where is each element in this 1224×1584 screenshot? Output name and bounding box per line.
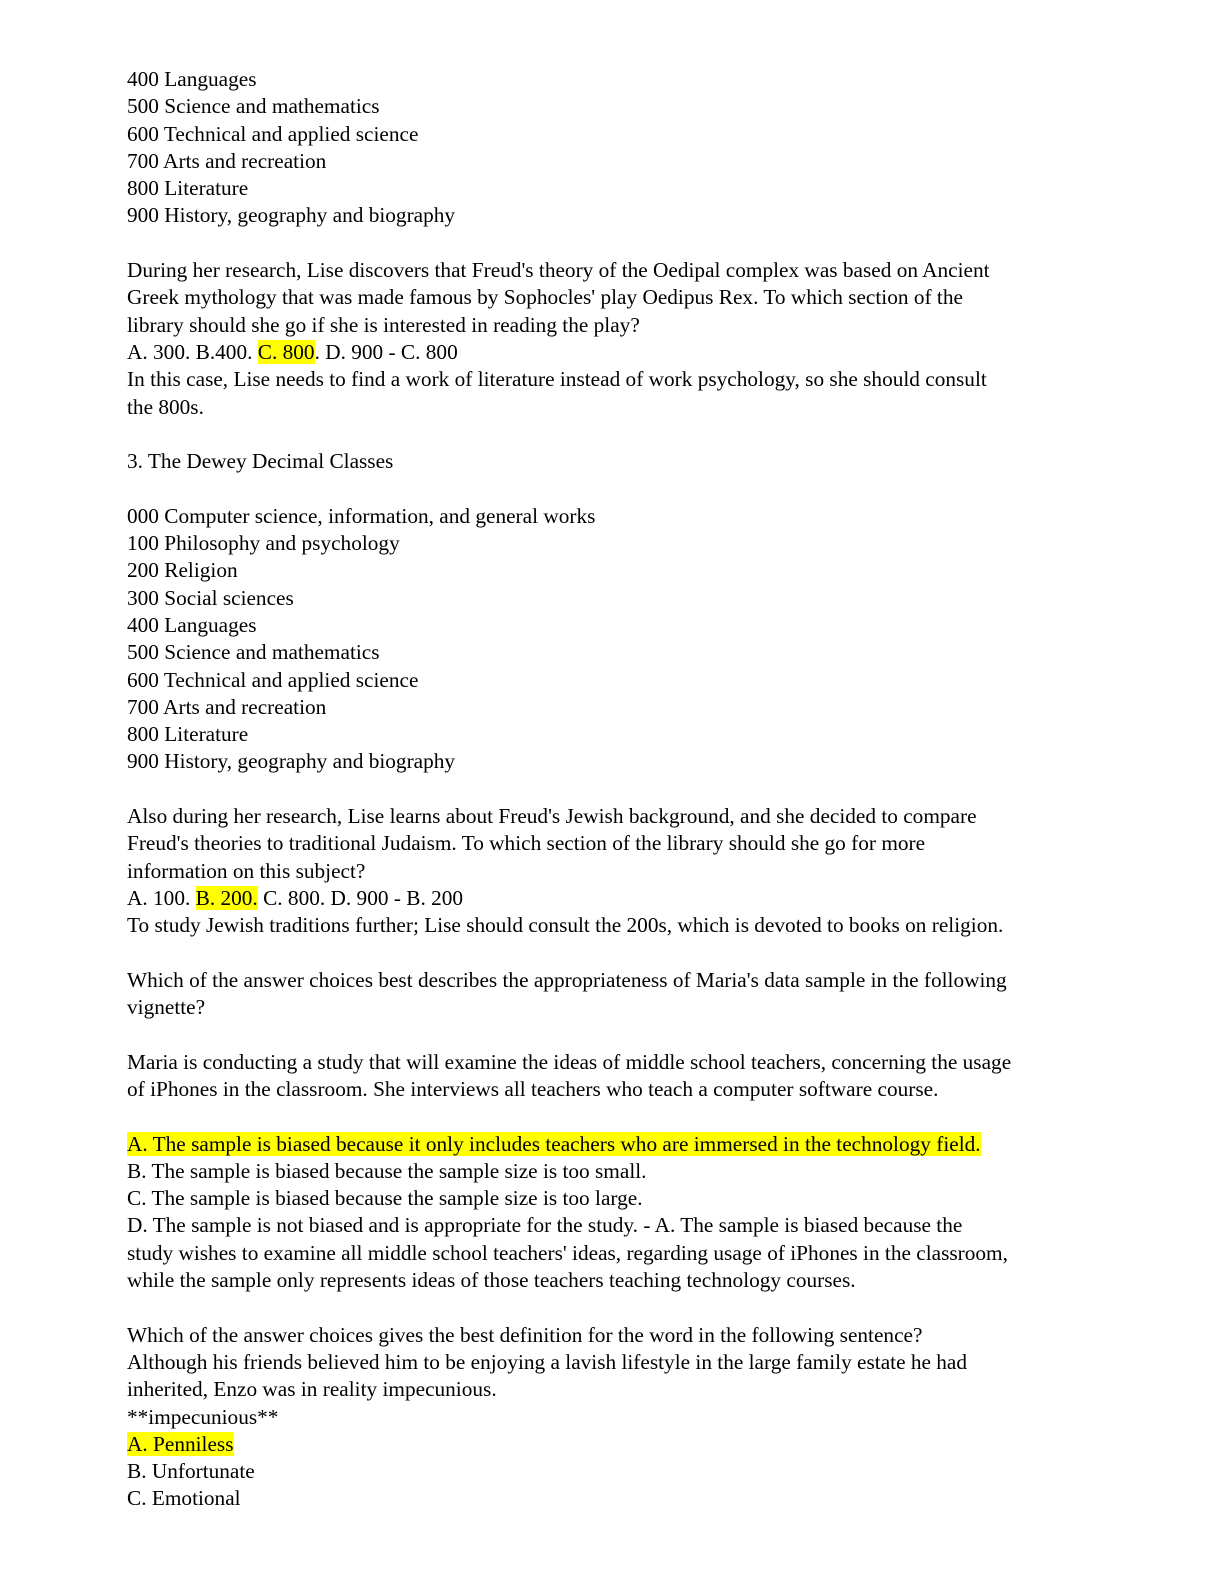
explanation-text: the 800s. — [127, 394, 204, 419]
document-page — [127, 66, 1127, 1513]
class-item: 600 Technical and applied science — [127, 121, 419, 146]
class-item: 700 Arts and recreation — [127, 148, 327, 173]
spacer — [127, 421, 1127, 448]
choice-text: C. 800. D. 900 - B. 200 — [257, 885, 464, 910]
class-item: 700 Arts and recreation — [127, 694, 327, 719]
question-text: During her research, Lise discovers that Freud's theory of the Oedipal complex was based on Ancient — [127, 258, 990, 283]
class-item: 400 Languages — [127, 67, 257, 91]
question-text: inherited, Enzo was in reality impecunious. — [127, 1377, 497, 1402]
question-text: Although his friends believed him to be enjoying a lavish lifestyle in the large family estate he had — [127, 1349, 968, 1374]
choice-text: . D. 900 - C. 800 — [314, 339, 458, 364]
class-item: 300 Social sciences — [127, 585, 294, 610]
spacer — [127, 1103, 1127, 1130]
explanation-text: study wishes to examine all middle school teachers' ideas, regarding usage of iPhones in the classroom, — [127, 1240, 1008, 1265]
spacer — [127, 1294, 1127, 1321]
spacer — [127, 230, 1127, 257]
question-text: information on this subject? — [127, 858, 366, 883]
class-item: 400 Languages — [127, 612, 257, 637]
class-item: 900 History, geography and biography — [127, 749, 456, 774]
section-heading: 3. The Dewey Decimal Classes — [127, 449, 394, 474]
question-text: Which of the answer choices best describes the appropriateness of Maria's data sample in the following — [127, 967, 1007, 992]
highlighted-answer: A. The sample is biased because it only includes teachers who are immersed in the technology field. — [127, 1131, 981, 1156]
question-text: Which of the answer choices gives the best definition for the word in the following sentence? — [127, 1322, 923, 1347]
question-text: Also during her research, Lise learns about Freud's Jewish background, and she decided to compare — [127, 804, 977, 829]
spacer — [127, 475, 1127, 502]
class-item: 000 Computer science, information, and general works — [127, 503, 596, 528]
answer-choice-b: B. The sample is biased because the sample size is too small. — [127, 1158, 647, 1183]
class-item: 100 Philosophy and psychology — [127, 531, 400, 556]
highlighted-answer: C. 800 — [257, 339, 315, 364]
vignette-text: Maria is conducting a study that will examine the ideas of middle school teachers, concerning the usage — [127, 1049, 1012, 1074]
class-item: 500 Science and mathematics — [127, 94, 380, 119]
question-text: library should she go if she is interested in reading the play? — [127, 312, 640, 337]
spacer — [127, 1021, 1127, 1048]
question-text: Greek mythology that was made famous by Sophocles' play Oedipus Rex. To which section of the — [127, 285, 963, 310]
class-item: 800 Literature — [127, 722, 249, 747]
answer-choice-d: D. The sample is not biased and is appropriate for the study. - A. The sample is biased because the — [127, 1213, 963, 1238]
question-text: vignette? — [127, 995, 206, 1020]
answer-choice-c: C. Emotional — [127, 1486, 241, 1511]
spacer — [127, 776, 1127, 803]
explanation-text: while the sample only represents ideas of those teachers teaching technology courses. — [127, 1268, 856, 1293]
explanation-text: To study Jewish traditions further; Lise should consult the 200s, which is devoted to books on religion. — [127, 913, 1004, 938]
choice-text: A. 300. B.400. — [127, 339, 258, 364]
class-item: 800 Literature — [127, 176, 249, 201]
answer-choice-a — [127, 1431, 1127, 1458]
question-text: Freud's theories to traditional Judaism. To which section of the library should she go for more — [127, 831, 926, 856]
explanation-text: In this case, Lise needs to find a work of literature instead of work psychology, so she should consult — [127, 367, 987, 392]
class-item: 500 Science and mathematics — [127, 640, 380, 665]
answer-choice-b: B. Unfortunate — [127, 1459, 255, 1484]
answer-choices — [127, 885, 1127, 912]
class-item: 600 Technical and applied science — [127, 667, 419, 692]
highlighted-answer: B. 200. — [195, 885, 258, 910]
spacer — [127, 940, 1127, 967]
answer-choices — [127, 339, 1127, 366]
highlighted-answer: A. Penniless — [127, 1431, 234, 1456]
answer-choice-a — [127, 1131, 1127, 1158]
vocab-word: **impecunious** — [127, 1404, 279, 1429]
answer-choice-c: C. The sample is biased because the sample size is too large. — [127, 1186, 643, 1211]
choice-text: A. 100. — [127, 885, 196, 910]
class-item: 200 Religion — [127, 558, 238, 583]
vignette-text: of iPhones in the classroom. She interviews all teachers who teach a computer software course. — [127, 1076, 939, 1101]
class-item: 900 History, geography and biography — [127, 203, 456, 228]
